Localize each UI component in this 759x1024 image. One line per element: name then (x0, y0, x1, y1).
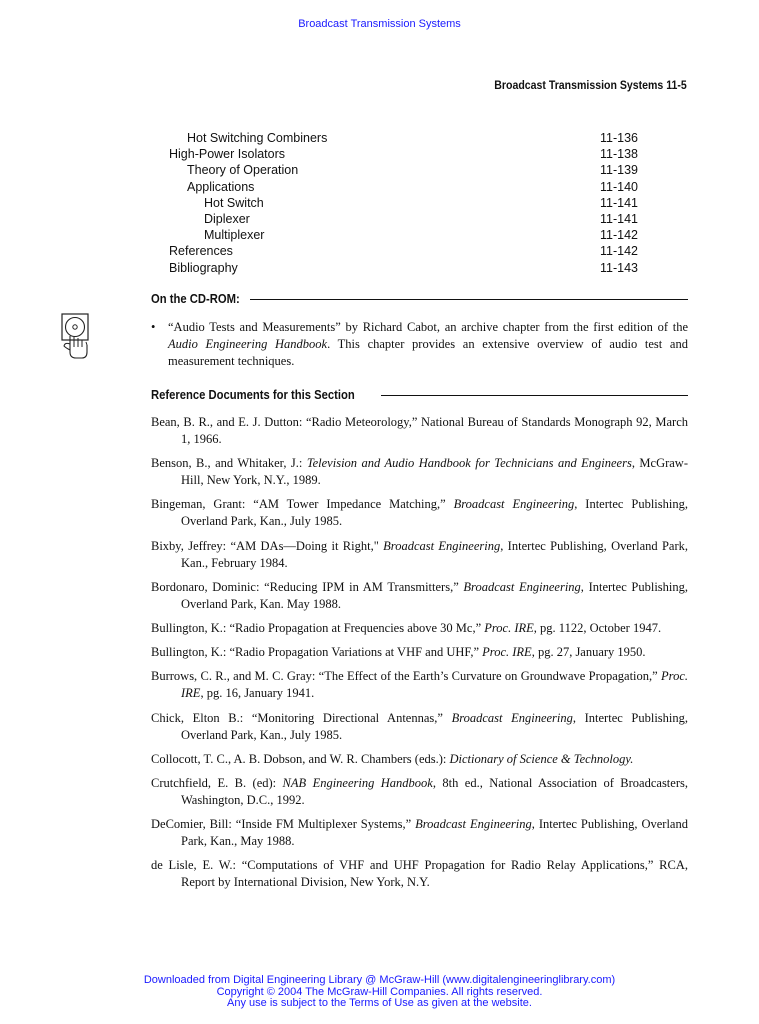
toc-page: 11-136 (600, 131, 638, 145)
toc-label: Applications (187, 179, 255, 194)
reference-entry: Crutchfield, E. B. (ed): NAB Engineering Handbook, 8th ed., National Association of Broadcasters, Washington, D.C., 1992. (151, 775, 688, 807)
toc-label: References (169, 244, 233, 259)
toc-row (169, 211, 638, 227)
reference-documents-heading (151, 388, 688, 402)
toc-row (169, 146, 638, 162)
toc-page: 11-140 (600, 179, 638, 194)
cd-rom-description: “Audio Tests and Measurements” by Richard Cabot, an archive chapter from the first edition of the Audio Engineering Handbook. This chapter provides an extensive overview of audio test and measurement techniques. (168, 320, 688, 368)
toc-row (169, 243, 638, 259)
cd-rom-hand-icon (60, 312, 98, 360)
header-link[interactable]: Broadcast Transmission Systems (298, 18, 461, 30)
reference-entry: Bingeman, Grant: “AM Tower Impedance Matching,” Broadcast Engineering, Intertec Publishing, Overland Park, Kan., July 1985. (151, 497, 688, 529)
table-of-contents (169, 130, 638, 276)
toc-row (169, 162, 638, 178)
footer-download-link[interactable]: Downloaded from Digital Engineering Library @ McGraw-Hill (www.digitalengineeringlibrary.com) (143, 974, 616, 986)
toc-label: Multiplexer (204, 228, 265, 243)
toc-page: 11-143 (600, 260, 638, 275)
reference-entry: Chick, Elton B.: “Monitoring Directional Antennas,” Broadcast Engineering, Intertec Publishing, Overland Park, Kan., July 1985. (151, 710, 689, 742)
reference-entry: Benson, B., and Whitaker, J.: Television and Audio Handbook for Technicians and Engineers, McGraw-Hill, New York, N.Y., 1989. (151, 456, 688, 488)
toc-row (169, 130, 638, 146)
cd-rom-heading (151, 292, 688, 306)
toc-page: 11-141 (600, 212, 638, 227)
footer-terms-link[interactable]: Any use is subject to the Terms of Use as given at the website. (227, 997, 532, 1010)
toc-label: High-Power Isolators (169, 147, 286, 162)
toc-page: 11-138 (600, 147, 638, 162)
heading-rule (250, 299, 688, 300)
toc-page: 11-142 (600, 228, 638, 243)
toc-label: Hot Switching Combiners (187, 131, 328, 145)
toc-row (169, 195, 638, 211)
toc-label: Hot Switch (204, 195, 264, 210)
reference-entry: Bean, B. R., and E. J. Dutton: “Radio Meteorology,” National Bureau of Standards Monograph 92, March 1, 1966. (151, 415, 688, 446)
heading-rule (381, 395, 688, 396)
toc-page: 11-139 (600, 163, 638, 178)
toc-page: 11-142 (600, 244, 638, 259)
reference-entry: Bullington, K.: “Radio Propagation Variations at VHF and UHF,” Proc. IRE, pg. 27, January 1950. (151, 645, 646, 660)
reference-entry: de Lisle, E. W.: “Computations of VHF and UHF Propagation for Radio Relay Applications,” RCA, Report by International Division, New York, N.Y. (151, 858, 688, 890)
reference-entry: Bixby, Jeffrey: “AM DAs—Doing it Right," Broadcast Engineering, Intertec Publishing, Overland Park, Kan., February 1984. (151, 538, 689, 570)
reference-entry: Bordonaro, Dominic: “Reducing IPM in AM Transmitters,” Broadcast Engineering, Intertec Publishing, Overland Park, Kan. May 1988. (151, 579, 689, 611)
reference-entry: Bullington, K.: “Radio Propagation at Frequencies above 30 Mc,” Proc. IRE, pg. 1122, October 1947. (151, 620, 662, 635)
running-head: Broadcast Transmission Systems 11-5 (494, 78, 687, 92)
toc-label: Theory of Operation (187, 163, 299, 178)
footer (0, 975, 759, 1010)
toc-row (169, 260, 638, 276)
footer-copyright: Copyright © 2004 The McGraw-Hill Companies. All rights reserved. (216, 985, 543, 998)
toc-label: Bibliography (169, 260, 238, 275)
reference-entry: Burrows, C. R., and M. C. Gray: “The Effect of the Earth’s Curvature on Groundwave Propagation,” Proc. IRE, pg. 16, January 1941. (151, 669, 688, 701)
toc-row (169, 179, 638, 195)
bullet: • (151, 320, 156, 334)
reference-list (151, 414, 688, 898)
section-title: Reference Documents for this Section (151, 388, 355, 402)
toc-row (169, 227, 638, 243)
cd-rom-item (151, 319, 688, 370)
section-title: On the CD-ROM: (151, 292, 240, 306)
reference-entry: DeComier, Bill: “Inside FM Multiplexer Systems,” Broadcast Engineering, Intertec Publishing, Overland Park, Kan., May 1988. (151, 817, 688, 849)
toc-page: 11-141 (600, 195, 638, 210)
reference-entry: Collocott, T. C., A. B. Dobson, and W. R. Chambers (eds.): Dictionary of Science & Technology. (151, 751, 634, 766)
toc-label: Diplexer (204, 212, 250, 227)
